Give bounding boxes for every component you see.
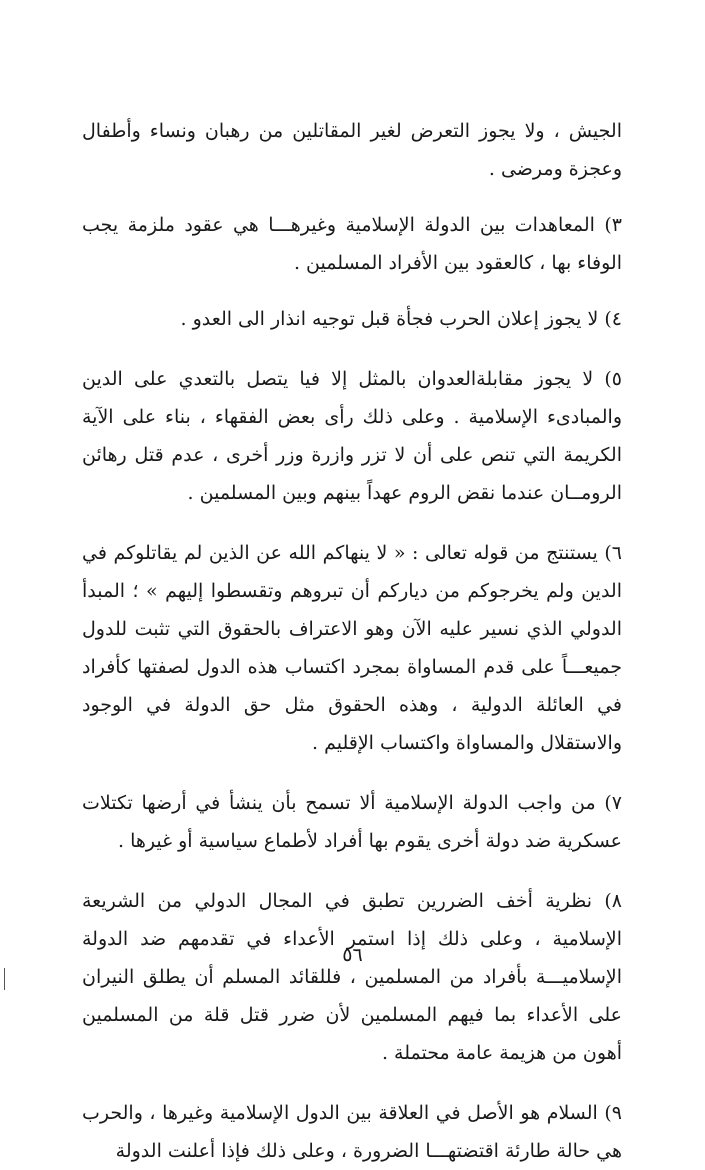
paragraph-military-blocs: ٧) من واجب الدولة الإسلامية ألا تسمح بأن ينشأ في أرضها تكتلات عسكرية ضد دولة أخرى يقوم بها أفراد لأطماع سياسية أو غيرها . [82, 792, 622, 852]
paragraph-declaration-of-war: ٤) لا يجوز إعلان الحرب فجأة قبل توجيه انذار الى العدو . [180, 308, 622, 330]
paragraph-reciprocity: ٥) لا يجوز مقابلةالعدوان بالمثل إلا فيا يتصل بالتعدي على الدين والمبادىء الإسلامية . وعلى ذلك رأى بعض الفقهاء ، بناء على الآية الكريمة التي تنص على أن لا تزر وازرة وزر أخرى ، عدم قتل رهائن الرومــان عندما نقض الروم عهداً بينهم وبين المسلمين . [82, 368, 622, 504]
page-body [82, 112, 622, 1170]
page-number: ٥٦ [342, 944, 363, 966]
paragraph-army-protection: الجيش ، ولا يجوز التعرض لغير المقاتلين من رهبان ونساء وأطفال وعجزة ومرضى . [82, 120, 622, 180]
paragraph-equality-of-states: ٦) يستنتج من قوله تعالى : « لا ينهاكم الله عن الذين لم يقاتلوكم في الدين ولم يخرجوكم من دياركم أن تبروهم وتقسطوا إليهم » ؛ المبدأ الدولي الذي نسير عليه الآن وهو الاعتراف بالحقوق التي تثبت للدول جميعـــاً على قدم المساواة بمجرد اكتساب هذه الدول لصفتها كأفراد في العائلة الدولية ، وهذه الحقوق مثل حق الدولة في الوجود والاستقلال والمساواة واكتساب الإقليم . [82, 542, 622, 754]
paragraph-treaties: ٣) المعاهدات بين الدولة الإسلامية وغيرهـــا هي عقود ملزمة يجب الوفاء بها ، كالعقود بين الأفراد المسلمين . [82, 214, 622, 274]
paragraph-peace-principle: ٩) السلام هو الأصل في العلاقة بين الدول الإسلامية وغيرها ، والحرب هي حالة طارئة اقتضتهـــا الضرورة ، وعلى ذلك فإذا أعلنت الدولة [82, 1102, 622, 1162]
scan-edge-mark [4, 968, 5, 990]
paragraph-lesser-harm: ٨) نظرية أخف الضررين تطبق في المجال الدولي من الشريعة الإسلامية ، وعلى ذلك إذا استمر الأعداء في تقدمهم ضد الدولة الإسلاميـــة بأفراد من المسلمين ، فللقائد المسلم أن يطلق النيران على الأعداء بما فيهم المسلمين لأن ضرر قتل قلة من المسلمين أهون من هزيمة عامة محتملة . [82, 890, 622, 1064]
